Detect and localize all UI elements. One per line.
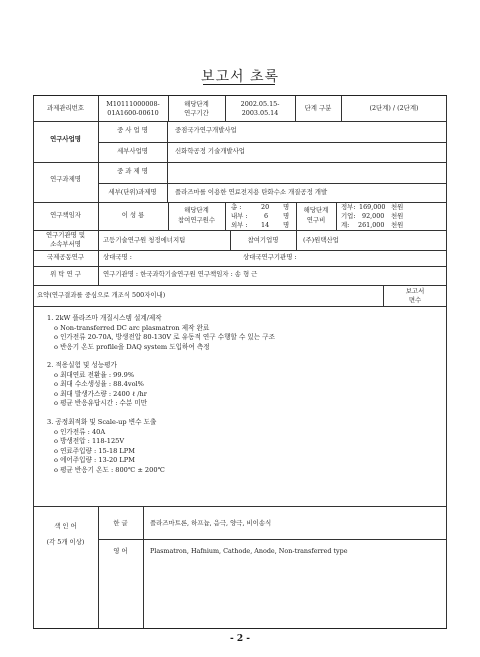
- page-number: - 2 -: [230, 634, 250, 644]
- summary-label: 요약(연구결과를 중심으로 개조식 500자이내): [37, 291, 166, 299]
- period-end: 2003.05.14: [241, 109, 279, 117]
- period-label-line2: 연구기간: [184, 109, 209, 117]
- row-divider: [33, 266, 447, 267]
- english-keywords: Plasmatron, Hafnium, Cathode, Anode, Non-transferred type: [150, 547, 348, 555]
- col-divider: [167, 121, 168, 202]
- staff-count-label-line1: 해당단계: [184, 206, 209, 214]
- korean-keywords-label: 한 글: [113, 519, 128, 527]
- col-divider: [143, 506, 144, 628]
- partner-country-label: 상대국명 :: [103, 253, 132, 261]
- pages-label-line1: 보고서: [405, 287, 425, 295]
- summary-line: 1. 2kW 플라즈마 개질시스템 설계/제작: [47, 314, 162, 322]
- summary-line: o 인가전류 : 40A: [54, 427, 106, 436]
- consign-text: 연구기관명 : 한국과학기술연구원 연구책임자 : 송 형 근: [103, 270, 258, 278]
- total-cost-value: 261,000: [358, 221, 385, 229]
- summary-line: 3. 공정최적화 및 Scale-up 변수 도출: [47, 418, 157, 426]
- row-divider: [33, 230, 447, 231]
- index-label-line2: (각 5개 이상): [46, 538, 85, 546]
- summary-line: o 최대 수소생성율 : 88.4vol%: [54, 380, 144, 389]
- summary-line: o 반응기 온도 profile을 DAQ system 도입하여 측정: [54, 342, 210, 351]
- gov-cost-value: 169,000: [359, 203, 386, 211]
- institution-value: 고등기술연구원 청정에너지팀: [103, 236, 186, 244]
- institution-label-line1: 연구기관명 및: [45, 231, 86, 239]
- summary-line: o 방생전압 : 118-125V: [54, 437, 125, 446]
- summary-line: o 연료주입량 : 15-18 LPM: [54, 446, 135, 455]
- stage-label: 단계 구분: [304, 104, 332, 112]
- partner-company-label: 참여기업명: [247, 236, 279, 244]
- internal-staff-unit: 명: [283, 212, 290, 220]
- detail-project-value: 플라즈마를 이용한 연료전지용 탄화수소 개질공정 개발: [175, 188, 328, 196]
- total-cost-unit: 천원: [391, 221, 404, 229]
- summary-line: o 인가전류 20-70A, 방생전압 80-130V 로 유동적 연구 수행할 수 있는 구조: [54, 333, 275, 342]
- gov-cost-label: 정부:: [341, 203, 356, 211]
- internal-staff-value: 6: [264, 212, 269, 220]
- row-divider: [33, 162, 447, 163]
- researcher-label: 연구책임자: [50, 211, 81, 219]
- mid-project-label: 중 과 제 명: [117, 167, 148, 175]
- col-divider: [336, 202, 337, 230]
- international-label: 국제공동연구: [46, 253, 85, 261]
- row-divider: [33, 506, 447, 507]
- partner-institution-label: 상대국연구기관명 :: [243, 253, 297, 261]
- total-staff-value: 20: [261, 203, 270, 211]
- report-title: 보고서 초록: [200, 69, 280, 85]
- summary-line: o 에어주입량 : 13-20 LPM: [54, 456, 135, 465]
- row-divider: [98, 142, 447, 143]
- gov-cost-unit: 천원: [391, 203, 404, 211]
- external-staff-value: 14: [261, 221, 270, 229]
- row-divider: [33, 285, 447, 286]
- col-divider: [296, 230, 297, 250]
- project-number-label: 과제관리번호: [46, 104, 85, 112]
- project-number-line1: M10111000008-: [106, 100, 160, 108]
- col-divider: [446, 96, 447, 628]
- korean-keywords: 플라즈마트론, 하프늄, 음극, 양극, 비이송식: [150, 519, 272, 527]
- stage-value: (2단계) / (2단계): [369, 104, 419, 112]
- cost-label-line2: 연구비: [306, 216, 326, 224]
- total-staff-label: 총 :: [231, 203, 242, 211]
- index-label-line1: 색 인 어: [54, 522, 77, 530]
- corp-cost-label: 기업:: [341, 212, 356, 220]
- summary-line: o 최대 발생가스량 : 2400 ℓ /hr: [54, 389, 147, 398]
- summary-line: o 최대연료 전환율 : 99.9%: [54, 370, 135, 379]
- row-divider: [33, 306, 447, 307]
- detail-business-value: 신화학공정 기술개발사업: [175, 147, 245, 155]
- staff-count-label-line2: 참여연구원수: [177, 216, 216, 224]
- external-staff-label: 외부 :: [231, 221, 248, 229]
- consign-label: 위 탁 연 구: [50, 270, 81, 278]
- mid-business-value: 중점국가연구개발사업: [175, 126, 237, 134]
- internal-staff-label: 내부 :: [231, 212, 248, 220]
- title-underline: [203, 84, 275, 85]
- period-start: 2002.05.15-: [240, 100, 280, 108]
- english-keywords-label: 영 어: [113, 547, 128, 555]
- cost-label-line1: 해당단계: [303, 206, 329, 214]
- total-staff-unit: 명: [283, 203, 290, 211]
- pages-label-line2: 면수: [408, 296, 422, 304]
- partner-company-value: (주)원택산업: [303, 236, 339, 244]
- summary-table: [33, 95, 447, 629]
- row-divider: [98, 539, 447, 540]
- row-divider: [33, 121, 447, 122]
- total-cost-label: 계:: [341, 221, 350, 229]
- detail-business-label: 세부사업명: [117, 147, 148, 155]
- row-divider: [98, 183, 447, 184]
- external-staff-unit: 명: [283, 221, 290, 229]
- summary-line: 2. 적용실험 및 성능평가: [47, 361, 117, 369]
- mid-business-label: 중 사 업 명: [117, 126, 148, 134]
- period-label-line1: 해당단계: [184, 100, 209, 108]
- summary-line: o 평균 반응유답시간 : 수분 미만: [54, 399, 148, 408]
- project-label: 연구과제명: [50, 175, 81, 183]
- summary-line: o Non-transferred DC arc plasmatron 제작 완료: [54, 323, 210, 332]
- corp-cost-value: 92,000: [362, 212, 385, 220]
- project-number-line2: 01A1600-00610: [107, 109, 159, 117]
- detail-project-label: 세부(단위)과제명: [108, 188, 157, 196]
- summary-line: o 평균 반응기 온도 : 800℃ ± 200℃: [54, 466, 165, 474]
- institution-label-line2: 소속부서명: [50, 240, 81, 248]
- business-label: 연구사업명: [50, 135, 81, 143]
- researcher-name: 이 성 룡: [121, 211, 145, 219]
- corp-cost-unit: 천원: [391, 212, 404, 220]
- row-divider: [33, 250, 447, 251]
- col-divider: [225, 202, 226, 230]
